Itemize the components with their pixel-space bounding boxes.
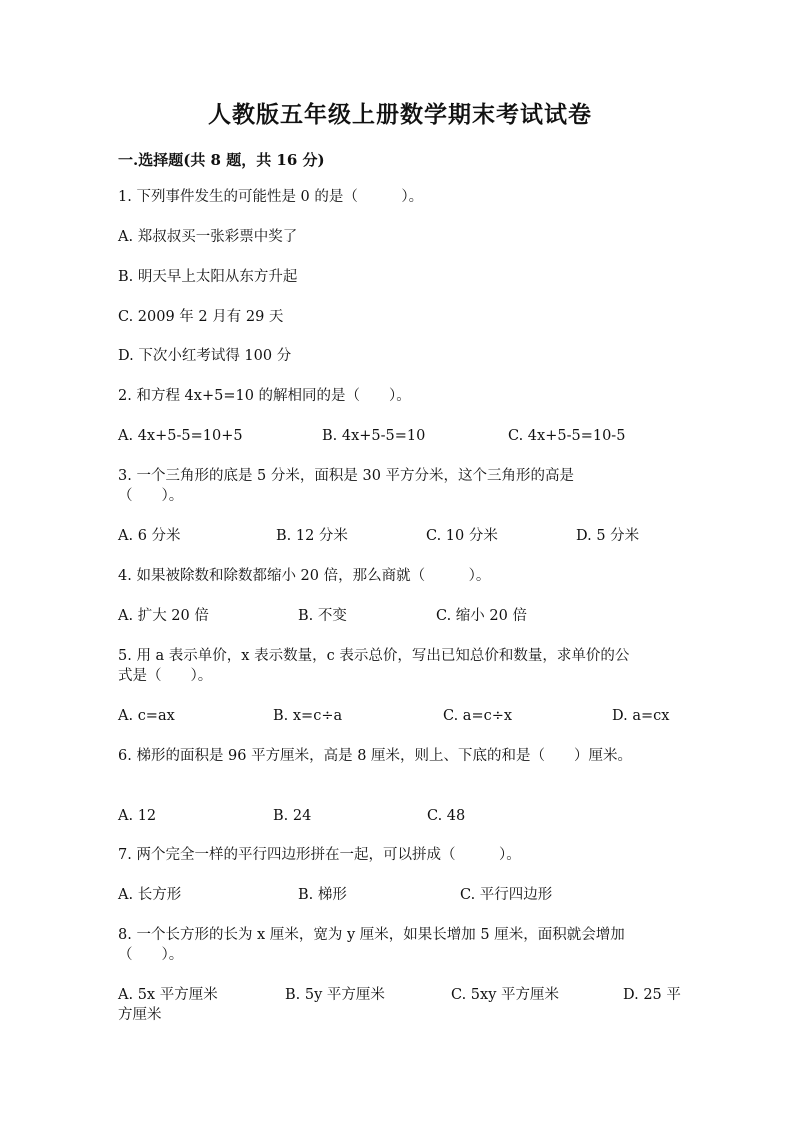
question-7-option-a: A. 长方形	[118, 887, 182, 903]
question-7-option-b: B. 梯形	[298, 887, 347, 903]
question-7-option-c: C. 平行四边形	[460, 887, 553, 903]
question-5-option-c: C. a=c÷x	[443, 708, 513, 724]
question-4-option-a: A. 扩大 20 倍	[118, 608, 209, 624]
question-5-stem-line-1: 5. 用 a 表示单价，x 表示数量，c 表示总价，写出已知总价和数量，求单价的公	[118, 648, 630, 664]
section-heading: 一.选择题(共 8 题，共 16 分)	[118, 151, 325, 169]
question-3-option-c: C. 10 分米	[426, 528, 498, 544]
question-7-stem: 7. 两个完全一样的平行四边形拼在一起，可以拼成（ ）。	[118, 847, 521, 863]
question-3-stem-line-2: （ ）。	[118, 488, 184, 504]
question-4-option-c: C. 缩小 20 倍	[436, 608, 527, 624]
question-8-stem-line-1: 8. 一个长方形的长为 x 厘米，宽为 y 厘米，如果长增加 5 厘米，面积就会增加	[118, 927, 625, 943]
question-1-option-d: D. 下次小红考试得 100 分	[118, 348, 292, 364]
question-8-option-a: A. 5x 平方厘米	[118, 987, 218, 1003]
question-8-option-d: D. 25 平	[623, 987, 681, 1003]
question-3-stem-line-1: 3. 一个三角形的底是 5 分米，面积是 30 平方分米，这个三角形的高是	[118, 468, 575, 484]
question-5-option-b: B. x=c÷a	[273, 708, 343, 724]
question-3-option-a: A. 6 分米	[118, 528, 181, 544]
page-title: 人教版五年级上册数学期末考试试卷	[208, 101, 592, 128]
question-8-option-c: C. 5xy 平方厘米	[451, 987, 559, 1003]
question-5-stem-line-2: 式是（ ）。	[118, 668, 213, 684]
question-6-stem: 6. 梯形的面积是 96 平方厘米，高是 8 厘米，则上、下底的和是（ ）厘米。	[118, 748, 633, 764]
question-2-stem: 2. 和方程 4x+5=10 的解相同的是（ ）。	[118, 388, 411, 404]
question-1-option-b: B. 明天早上太阳从东方升起	[118, 269, 298, 285]
question-8-option-d-continued: 方厘米	[118, 1007, 162, 1023]
question-2-option-c: C. 4x+5-5=10-5	[508, 428, 626, 444]
question-3-option-b: B. 12 分米	[276, 528, 348, 544]
question-5-option-d: D. a=cx	[612, 708, 670, 724]
question-1-option-a: A. 郑叔叔买一张彩票中奖了	[118, 229, 298, 245]
question-1-stem: 1. 下列事件发生的可能性是 0 的是（ ）。	[118, 189, 424, 205]
question-6-option-b: B. 24	[273, 808, 312, 824]
question-2-option-b: B. 4x+5-5=10	[322, 428, 426, 444]
question-2-option-a: A. 4x+5-5=10+5	[118, 428, 243, 444]
question-6-option-a: A. 12	[118, 808, 157, 824]
question-8-stem-line-2: （ ）。	[118, 947, 184, 963]
question-6-option-c: C. 48	[427, 808, 466, 824]
question-8-option-b: B. 5y 平方厘米	[285, 987, 385, 1003]
question-4-stem: 4. 如果被除数和除数都缩小 20 倍，那么商就（ ）。	[118, 568, 491, 584]
question-4-option-b: B. 不变	[298, 608, 347, 624]
question-3-option-d: D. 5 分米	[576, 528, 640, 544]
question-1-option-c: C. 2009 年 2 月有 29 天	[118, 309, 284, 325]
question-5-option-a: A. c=ax	[118, 708, 175, 724]
